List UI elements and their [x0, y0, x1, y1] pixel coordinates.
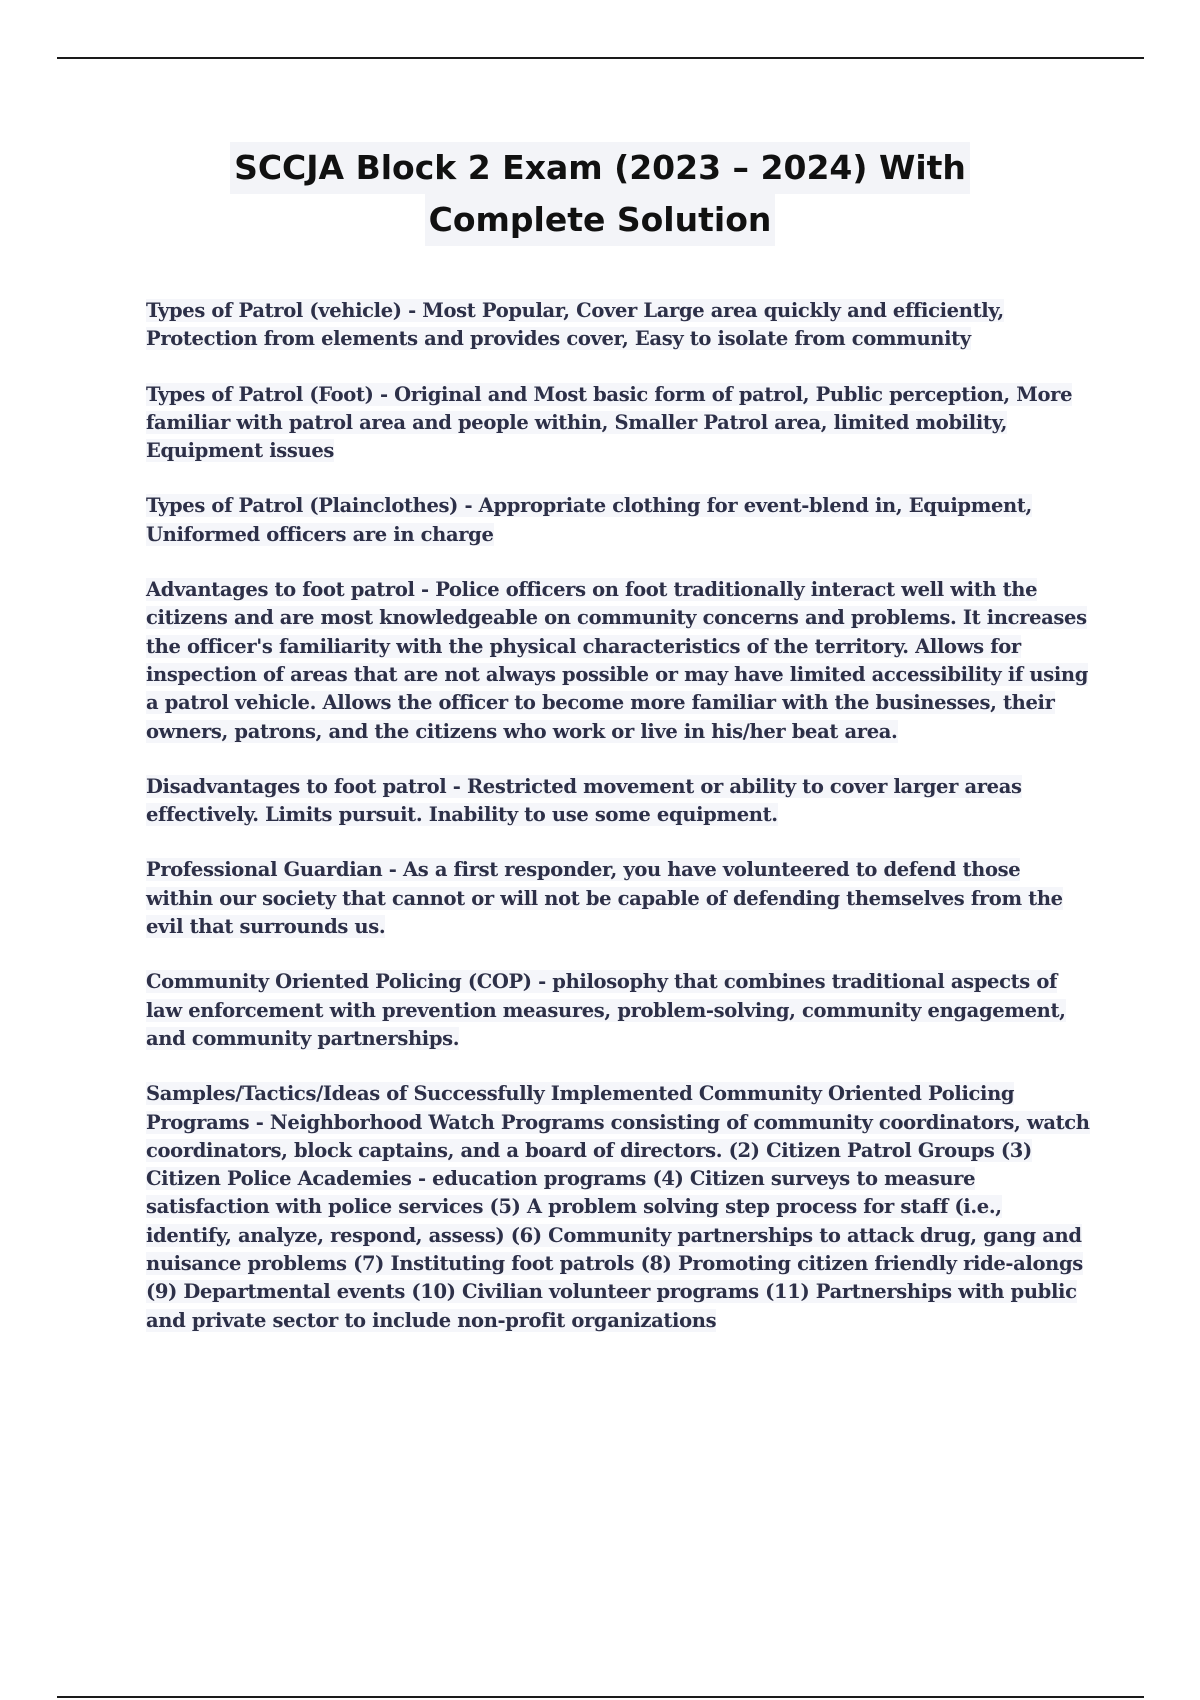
bottom-rule	[57, 1696, 1144, 1698]
entry-text: Advantages to foot patrol - Police officers on foot traditionally interact well with the citizens and are most knowledgeable on community concerns and problems. It increases the officer's familiarity with the physical characteristics of the territory. Allows for inspection of areas that are not always possible or may have limited accessibility if using a patrol vehicle. Allows the officer to become more familiar with the businesses, their owners, patrons, and the citizens who work or live in his/her beat area.	[146, 578, 1089, 743]
entry-disadvantages-foot-patrol	[146, 773, 1090, 830]
page-title	[0, 142, 1200, 246]
document-body	[146, 297, 1090, 1362]
entry-text: Types of Patrol (Foot) - Original and Most basic form of patrol, Public perception, More familiar with patrol area and people within, Smaller Patrol area, limited mobility, Equipment issues	[146, 382, 1073, 463]
entry-text: Professional Guardian - As a first responder, you have volunteered to defend those within our society that cannot or will not be capable of defending themselves from the evil that surrounds us.	[146, 858, 1063, 939]
top-rule	[57, 57, 1144, 59]
entry-advantages-foot-patrol	[146, 576, 1090, 746]
entry-foot-patrol	[146, 381, 1090, 466]
entry-text: Samples/Tactics/Ideas of Successfully Implemented Community Oriented Policing Programs - Neighborhood Watch Programs consisting of community coordinators, watch coordinators, block captains, and a board of directors. (2) Citizen Patrol Groups (3) Citizen Police Academies - education programs (4) Citizen surveys to measure satisfaction with police services (5) A problem solving step process for staff (i.e., identify, analyze, respond, assess) (6) Community partnerships to attack drug, gang and nuisance problems (7) Instituting foot patrols (8) Promoting citizen friendly ride-alongs (9) Departmental events (10) Civilian volunteer programs (11) Partnerships with public and private sector to include non-profit organizations	[146, 1082, 1090, 1332]
entry-text: Types of Patrol (vehicle) - Most Popular, Cover Large area quickly and efficiently, Protection from elements and provides cover, Easy to isolate from community	[146, 299, 1004, 351]
entry-vehicle-patrol	[146, 297, 1090, 354]
entry-plainclothes-patrol	[146, 492, 1090, 549]
title-line-1: SCCJA Block 2 Exam (2023 – 2024) With	[230, 142, 970, 194]
entry-community-oriented-policing	[146, 968, 1090, 1053]
entry-text: Community Oriented Policing (COP) - philosophy that combines traditional aspects of law enforcement with prevention measures, problem-solving, community engagement, and community partnerships.	[146, 970, 1066, 1050]
entry-text: Types of Patrol (Plainclothes) - Appropriate clothing for event-blend in, Equipment, Uniformed officers are in charge	[146, 494, 1032, 546]
entry-professional-guardian	[146, 856, 1090, 941]
title-line-2: Complete Solution	[425, 194, 776, 246]
entry-cop-programs	[146, 1080, 1090, 1335]
entry-text: Disadvantages to foot patrol - Restricted movement or ability to cover larger areas effectively. Limits pursuit. Inability to use some equipment.	[146, 774, 1022, 827]
